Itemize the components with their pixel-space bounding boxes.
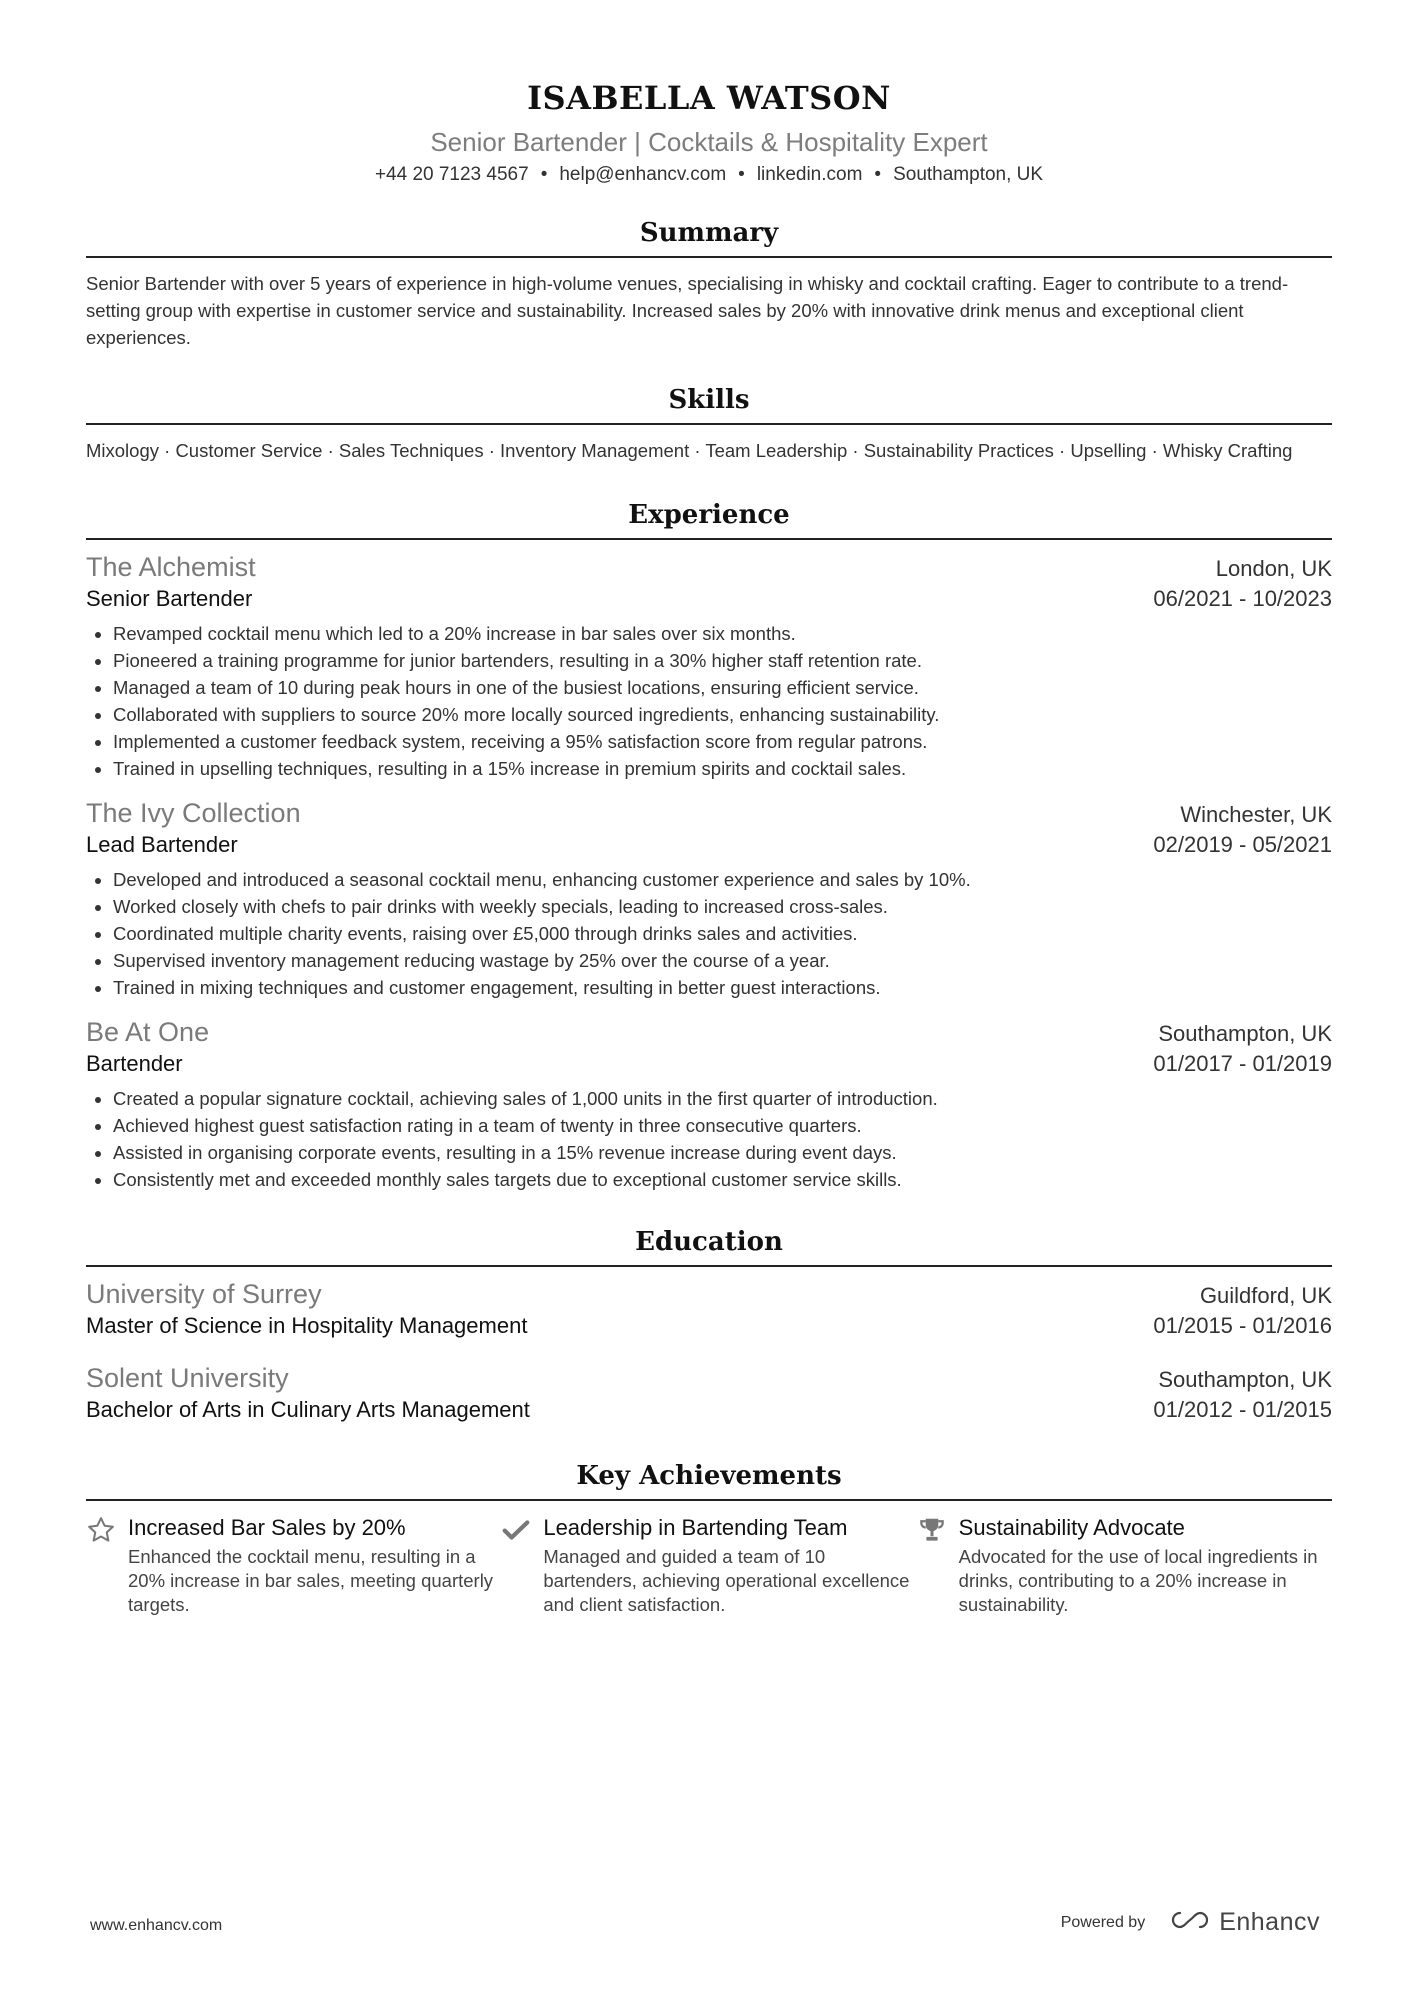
contact-line [86, 162, 1332, 188]
list-item: • Supervised inventory management reducing wastage by 25% over the course of a year. [113, 947, 1332, 974]
list-item: • Worked closely with chefs to pair drinks with weekly specials, leading to increased cross-sales. [113, 893, 1332, 920]
enhancv-brand-name: Enhancv [1219, 1908, 1320, 1936]
email-link[interactable]: help@enhancv.com [559, 164, 727, 185]
list-item: • Created a popular signature cocktail, achieving sales of 1,000 units in the first quarter of introduction. [113, 1085, 1332, 1112]
list-item: • Trained in upselling techniques, resulting in a 15% increase in premium spirits and cocktail sales. [113, 755, 1332, 782]
list-item: • Assisted in organising corporate events, resulting in a 15% revenue increase during event days. [113, 1139, 1332, 1166]
skills-list: Mixology · Customer Service · Sales Techniques · Inventory Management · Team Leadership · Sustainability Practices · Upselling · Whisky Crafting [86, 440, 1293, 461]
school-location: Southampton, UK [1158, 1367, 1332, 1392]
list-item: • Developed and introduced a seasonal cocktail menu, enhancing customer experience and sales by 10%. [113, 866, 1332, 893]
list-item: • Implemented a customer feedback system, receiving a 95% satisfaction score from regular patrons. [113, 728, 1332, 755]
trophy-icon [917, 1513, 959, 1617]
job-bullets [86, 620, 1332, 782]
job-location: Southampton, UK [1158, 1021, 1332, 1046]
footer-website-link[interactable]: www.enhancv.com [90, 1917, 223, 1934]
section-title-summary: Summary [86, 216, 1332, 258]
separator-dot: • [540, 164, 548, 185]
list-item: • Pioneered a training programme for junior bartenders, resulting in a 30% higher staff retention rate. [113, 647, 1332, 674]
achievement-title: Leadership in Bartending Team [543, 1515, 848, 1540]
education-entry [86, 1277, 1332, 1341]
job-bullets [86, 866, 1332, 1001]
school-location: Guildford, UK [1199, 1283, 1332, 1308]
candidate-name: ISABELLA WATSON [527, 79, 891, 117]
experience-entry [86, 1015, 1332, 1193]
checkmark-icon [501, 1513, 543, 1617]
school-name: University of Surrey [86, 1279, 322, 1309]
list-item: • Collaborated with suppliers to source 20% more locally sourced ingredients, enhancing sustainability. [113, 701, 1332, 728]
list-item: • Trained in mixing techniques and customer engagement, resulting in better guest interactions. [113, 974, 1332, 1001]
job-title: Senior Bartender [86, 586, 253, 611]
experience-section [86, 498, 1332, 1193]
achievement-description: Managed and guided a team of 10 bartenders, achieving operational excellence and client satisfaction. [543, 1546, 910, 1615]
company-name: The Ivy Collection [86, 798, 301, 828]
enhancv-logo-icon [1171, 1909, 1209, 1936]
list-item: • Coordinated multiple charity events, raising over £5,000 through drinks sales and activities. [113, 920, 1332, 947]
education-dates: 01/2015 - 01/2016 [1153, 1313, 1332, 1338]
education-entry [86, 1361, 1332, 1425]
degree-name: Bachelor of Arts in Culinary Arts Management [86, 1397, 530, 1422]
list-item: • Revamped cocktail menu which led to a 20% increase in bar sales over six months. [113, 620, 1332, 647]
footer-branding [1061, 1908, 1320, 1937]
summary-section [86, 216, 1332, 351]
list-item: • Managed a team of 10 during peak hours in one of the busiest locations, ensuring efficient service. [113, 674, 1332, 701]
job-title: Bartender [86, 1051, 183, 1076]
section-title-education: Education [86, 1225, 1332, 1267]
achievement-item [501, 1513, 916, 1617]
achievement-title: Sustainability Advocate [958, 1515, 1185, 1540]
list-item: • Consistently met and exceeded monthly sales targets due to exceptional customer service skills. [113, 1166, 1332, 1193]
job-bullets [86, 1085, 1332, 1193]
company-name: Be At One [86, 1017, 210, 1047]
separator-dot: • [738, 164, 745, 185]
degree-name: Master of Science in Hospitality Management [86, 1313, 528, 1338]
job-location: Winchester, UK [1180, 802, 1332, 827]
job-dates: 06/2021 - 10/2023 [1153, 586, 1332, 611]
education-section [86, 1225, 1332, 1425]
school-name: Solent University [86, 1363, 289, 1393]
resume-page [86, 0, 1332, 1617]
achievement-item [86, 1513, 501, 1617]
summary-text: Senior Bartender with over 5 years of experience in high-volume venues, specialising in whisky and cocktail crafting. Eager to contribute to a trend-setting group with expertise in customer service and sustainability. Increased sales by 20% with innovative drink menus and exceptional client experiences. [86, 273, 1289, 348]
section-title-achievements: Key Achievements [86, 1459, 1332, 1501]
experience-entry [86, 550, 1332, 782]
achievement-item [917, 1513, 1332, 1617]
list-item: • Achieved highest guest satisfaction rating in a team of twenty in three consecutive quarters. [113, 1112, 1332, 1139]
job-location: London, UK [1215, 556, 1332, 581]
contact-location: Southampton, UK [893, 164, 1044, 185]
achievement-description: Enhanced the cocktail menu, resulting in a 20% increase in bar sales, meeting quarterly targets. [128, 1546, 494, 1615]
job-dates: 01/2017 - 01/2019 [1153, 1051, 1332, 1076]
job-title: Lead Bartender [86, 832, 238, 857]
section-title-experience: Experience [86, 498, 1332, 540]
phone-number: +44 20 7123 4567 [374, 164, 529, 185]
company-name: The Alchemist [86, 552, 256, 582]
candidate-tagline: Senior Bartender | Cocktails & Hospitality Expert [430, 127, 988, 157]
experience-entry [86, 796, 1332, 1001]
achievement-description: Advocated for the use of local ingredients in drinks, contributing to a 20% increase in sustainability. [958, 1546, 1318, 1615]
resume-header [86, 0, 1332, 188]
star-icon [86, 1513, 128, 1617]
skills-section [86, 383, 1332, 466]
separator-dot: • [874, 164, 882, 185]
achievement-title: Increased Bar Sales by 20% [128, 1515, 406, 1540]
education-dates: 01/2012 - 01/2015 [1153, 1397, 1332, 1422]
powered-by-label: Powered by [1060, 1913, 1146, 1931]
achievements-section [86, 1459, 1332, 1617]
section-title-skills: Skills [86, 383, 1332, 425]
job-dates: 02/2019 - 05/2021 [1153, 832, 1332, 857]
linkedin-link[interactable]: linkedin.com [756, 164, 863, 185]
